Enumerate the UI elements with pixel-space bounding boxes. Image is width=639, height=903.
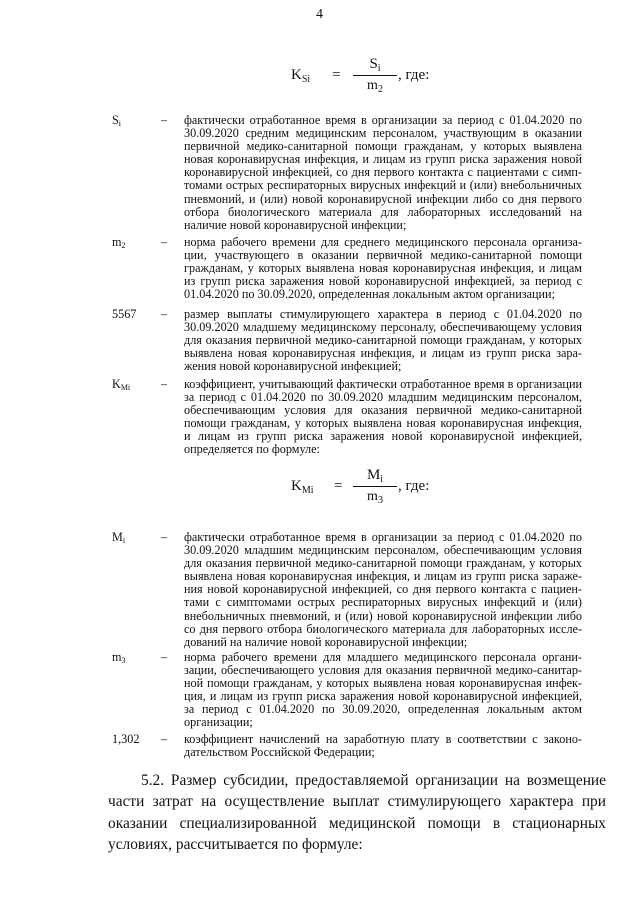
definition-symbol: $m_3$ (112, 650, 126, 665)
text-line: из групп риска заражения новой коронавирусной инфекцией, за период с (184, 274, 582, 289)
page-number: 4 (316, 7, 323, 22)
text-line: первичной медико-санитарной помощи гражданам, у которых выявлена (184, 139, 582, 154)
text-line: пневмоний, и (или) новой коронавирусной инфекции либо со дня первого (184, 191, 582, 206)
definition-dash: – (161, 530, 168, 544)
definition-dash: – (161, 650, 168, 664)
text-line: организации; (184, 715, 253, 730)
text-line: выявлена новая коронавирусная инфекция, и лицам из групп риска зараже- (184, 569, 582, 584)
definition-symbol: $S_i$ (112, 113, 122, 128)
text-line: 30.09.2020 младшим медицинским персоналом, обеспечивающим условия (184, 543, 582, 558)
formula-kmi (291, 469, 451, 515)
text-line: гражданам, у которых выявлена новая коронавирусная инфекция, и лицам (184, 261, 582, 276)
definition-dash: – (161, 307, 168, 321)
definition-text (184, 733, 582, 759)
definition-text (184, 378, 582, 457)
text-line: оказании специализированной медицинской помощи в стационарных (108, 814, 606, 832)
formula-denominator: $m_3$ (367, 489, 383, 506)
text-line: выявлена новая коронавирусная инфекция, и лицам из групп риска зара- (184, 346, 582, 361)
definition-text (184, 114, 582, 232)
definition-symbol: $M_i$ (112, 530, 126, 545)
text-line: дований на наличие новой коронавирусной инфекции; (184, 634, 468, 649)
formula-numerator: $S_i$ (369, 56, 381, 74)
text-line: фактически отработанное время в организации за период с 01.04.2020 по (184, 530, 582, 544)
text-line: за период с 01.04.2020 по 30.09.2020, определенная локальным актом (184, 702, 582, 717)
text-line: норма рабочего времени для младшего медицинского персонала органи- (184, 650, 582, 664)
text-line: для оказания первичной медико-санитарной помощи гражданам, у которых (184, 333, 582, 348)
text-line: за период с 01.04.2020 по 30.09.2020 младшим медицинским персоналом, (184, 390, 582, 405)
text-line: ния новой коронавирусной инфекцией, со дня первого контакта с пациен- (184, 582, 582, 597)
text-line: ции, участвующего в оказании первичной медико-санитарной помощи (184, 248, 582, 263)
definition-symbol: 1,302 (112, 732, 140, 746)
text-line: условиях, рассчитывается по формуле: (108, 835, 363, 853)
formula-tail: , где: (398, 67, 430, 83)
text-line: наличие новой коронавирусной инфекции; (184, 217, 407, 232)
text-line: помощи гражданам, у которых выявлена новая коронавирусная инфекция, (184, 416, 582, 431)
text-line: 30.09.2020 средним медицинским персоналом, участвующим в оказании (184, 126, 582, 141)
definition-dash: – (161, 113, 168, 127)
text-line: коэффициент, учитывающий фактически отработанное время в организации (184, 377, 582, 391)
text-line: ция, и лицам из групп риска заражения новой коронавирусной инфекцией, (184, 689, 582, 704)
definition-symbol: $m_2$ (112, 235, 126, 250)
formula-equals: = (332, 67, 341, 83)
text-line: отбора биологического материала для лабораторных исследований на (184, 204, 582, 219)
text-line: томами острых респираторных вирусных инфекций и (или) внебольничных (184, 178, 582, 193)
text-line: дательством Российской Федерации; (184, 745, 375, 760)
text-line: тами с симптомами острых респираторных вирусных инфекций и (или) (184, 595, 582, 610)
definition-text (184, 651, 582, 730)
fraction-bar (353, 75, 397, 76)
definition-symbol: $K_{Mi}$ (112, 377, 131, 392)
text-line: со дня первого отбора биологического материала для лабораторных иссле- (184, 621, 582, 636)
definition-symbol: 5567 (112, 307, 137, 321)
paragraph-5-2 (108, 770, 606, 855)
text-line: размер выплаты стимулирующего характера в период с 01.04.2020 по (184, 307, 582, 321)
formula-numerator: $M_i$ (366, 467, 384, 485)
fraction-bar (353, 486, 397, 487)
definition-dash: – (161, 377, 168, 391)
text-line: обеспечивающим условия для оказания первичной медико-санитарной (184, 403, 582, 418)
text-line: внебольничных пневмоний, и (или) новой коронавирусной инфекции либо (184, 608, 582, 623)
definition-text (184, 236, 582, 301)
definition-text (184, 531, 582, 649)
definition-dash: – (161, 235, 168, 249)
text-line: норма рабочего времени для среднего медицинского персонала организа- (184, 235, 582, 249)
formula-denominator: $m_2$ (367, 78, 383, 95)
formula-lhs: $K_{Mi}$ (291, 478, 314, 496)
formula-equals: = (334, 478, 343, 494)
formula-ksi (291, 58, 451, 104)
text-line: зации, обеспечивающего условия для оказания первичной медико-санитар- (184, 663, 582, 678)
definition-text (184, 308, 582, 373)
formula-lhs: $K_{Si}$ (291, 67, 311, 85)
formula-tail: , где: (398, 478, 430, 494)
text-line: фактически отработанное время в организации за период с 01.04.2020 по (184, 113, 582, 127)
text-line: 30.09.2020 младшему медицинскому персоналу, обеспечивающему условия (184, 320, 582, 335)
text-line: части затрат на осуществление выплат стимулирующего характера при (108, 793, 606, 811)
text-line: жения новой коронавирусной инфекцией; (184, 359, 402, 374)
text-line: определяется по формуле: (184, 442, 320, 457)
text-line: коронавирусной инфекцией, со дня первого контакта с пациентами с симп- (184, 165, 582, 180)
text-line: 5.2. Размер субсидии, предоставляемой организации на возмещение (141, 772, 606, 789)
text-line: коэффициент начислений на заработную плату в соответствии с законо- (184, 732, 582, 746)
text-line: для оказания первичной медико-санитарной помощи гражданам, у которых (184, 556, 582, 571)
text-line: 01.04.2020 по 30.09.2020, определенная локальным актом организации; (184, 287, 555, 302)
text-line: ной помощи гражданам, у которых выявлена новая коронавирусная инфек- (184, 676, 582, 691)
definition-dash: – (161, 732, 168, 746)
text-line: и лицам из групп риска заражения новой коронавирусной инфекцией, (184, 429, 582, 444)
text-line: новая коронавирусная инфекция, и лицам из групп риска заражения новой (184, 152, 582, 167)
